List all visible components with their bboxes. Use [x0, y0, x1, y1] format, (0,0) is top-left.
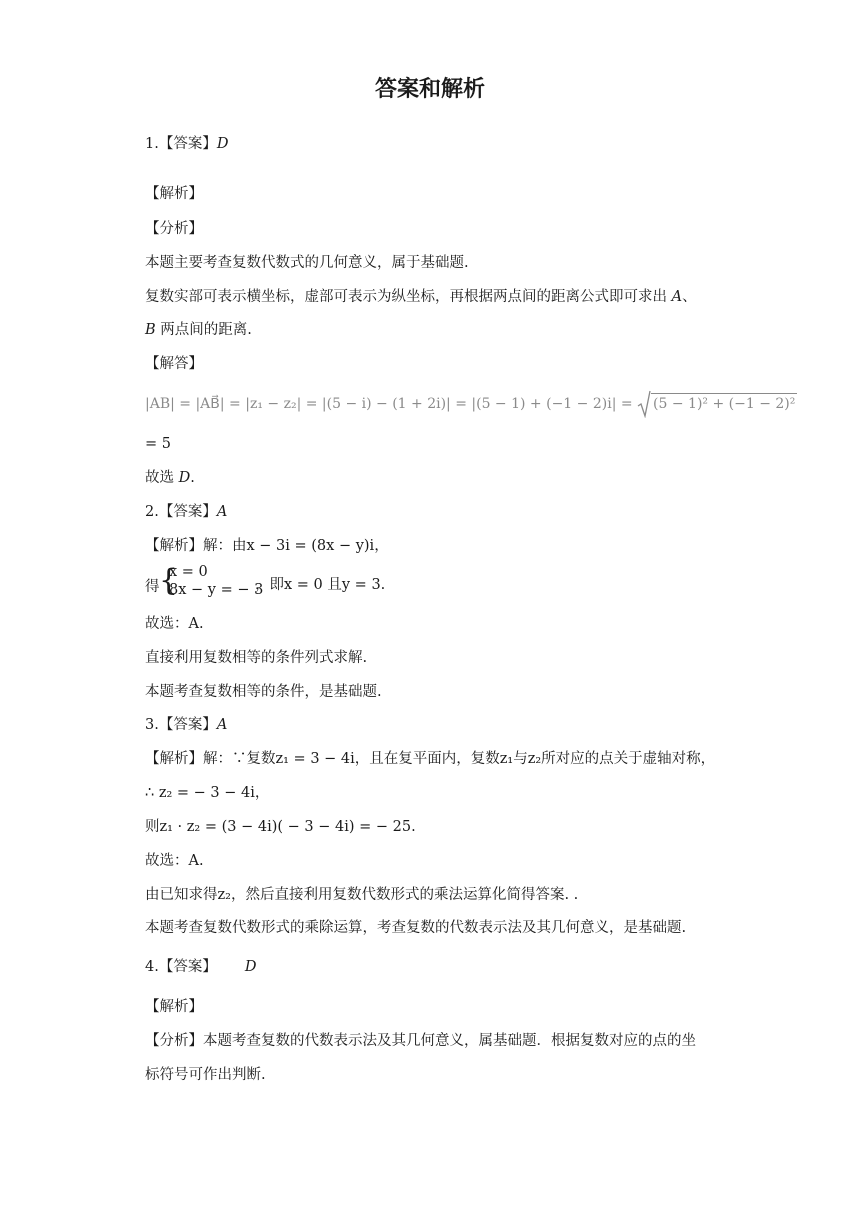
q2-conclusion: 故选：A. — [145, 616, 204, 632]
q1-analysis-text-3: 两点间的距离. — [160, 322, 252, 338]
q1-answer-line — [145, 134, 228, 154]
q3-step-2: 则z₁ · z₂ = (3 − 4i)( − 3 − 4i) = − 25. — [145, 819, 416, 835]
q4-fenxi-line-1: 【分析】本题考查复数的代数表示法及其几何意义，属基础题．根据复数对应的点的坐 — [145, 1033, 696, 1049]
q2-system-result: ，即x = 0 且y = 3. — [255, 577, 386, 593]
q1-formula-line — [145, 390, 797, 418]
q4-fenxi-line-2: 标符号可作出判断. — [145, 1067, 266, 1083]
q2-note-1: 直接利用复数相等的条件列式求解. — [145, 650, 368, 666]
q1-analysis-sep: 、 — [682, 289, 697, 305]
q2-answer-value: A — [216, 504, 228, 520]
q1-fenxi-heading: 【分析】 — [145, 221, 203, 237]
sqrt-symbol — [637, 390, 651, 418]
q1-formula-part: |AB| = |AB⃗| = |z₁ − z₂| = |(5 − i) − (1 + 2i)| = |(5 − 1) + (−1 − 2)i| = — [145, 396, 633, 412]
q3-jiexi-line: 【解析】解：∵复数z₁ = 3 − 4i，且在复平面内，复数z₁与z₂所对应的点关于虚轴对称， — [145, 751, 716, 767]
q1-conclusion — [145, 468, 195, 488]
brace-symbol: { — [159, 563, 179, 598]
q2-equation-system — [145, 564, 405, 604]
q4-answer-line — [145, 957, 256, 977]
page-title: 答案和解析 — [374, 77, 485, 102]
q1-analysis-line-1: 本题主要考查复数代数式的几何意义，属于基础题. — [145, 255, 469, 271]
q1-answer-label: 1.【答案】 — [145, 136, 217, 152]
q2-jiexi-line: 【解析】解：由x − 3i = (8x − y)i， — [145, 538, 389, 554]
q1-formula-result: = 5 — [145, 436, 171, 452]
q1-point-a: A — [671, 289, 683, 305]
q1-analysis-line-2 — [145, 287, 697, 307]
q3-note-1: 由已知求得z₂，然后直接利用复数代数形式的乘法运算化简得答案. . — [145, 887, 579, 903]
q3-conclusion: 故选：A. — [145, 853, 204, 869]
q3-answer-line — [145, 715, 227, 735]
q2-de: 得 — [145, 579, 160, 595]
q1-formula-radicand: (5 − 1)² + (−1 − 2)² — [651, 393, 797, 412]
q4-answer-value: D — [244, 959, 257, 975]
q4-jiexi-heading: 【解析】 — [145, 999, 203, 1015]
q1-jieda-heading: 【解答】 — [145, 356, 203, 372]
q2-answer-line — [145, 502, 227, 522]
q1-conclusion-text: 故选 — [145, 470, 174, 486]
q3-answer-value: A — [216, 717, 228, 733]
q1-analysis-text: 复数实部可表示横坐标，虚部可表示为纵坐标，再根据两点间的距离公式即可求出 — [145, 289, 667, 305]
q4-answer-label: 4.【答案】 — [145, 959, 217, 975]
q1-analysis-line-3 — [145, 320, 252, 340]
q2-system-row-1: x = 0 — [169, 564, 208, 580]
q3-answer-label: 3.【答案】 — [145, 717, 217, 733]
q1-conclusion-end: . — [190, 470, 195, 486]
q3-step-1: ∴ z₂ = − 3 − 4i， — [145, 785, 270, 801]
q3-note-2: 本题考查复数代数形式的乘除运算，考查复数的代数表示法及其几何意义，是基础题. — [145, 920, 687, 936]
q2-system-row-2: 8x − y = − 3 — [169, 582, 264, 598]
q2-answer-label: 2.【答案】 — [145, 504, 217, 520]
q1-jiexi-heading: 【解析】 — [145, 186, 203, 202]
q1-conclusion-var: D — [178, 470, 191, 486]
q1-point-b: B — [145, 322, 156, 338]
q2-note-2: 本题考查复数相等的条件，是基础题. — [145, 684, 382, 700]
q1-answer-value: D — [216, 136, 229, 152]
